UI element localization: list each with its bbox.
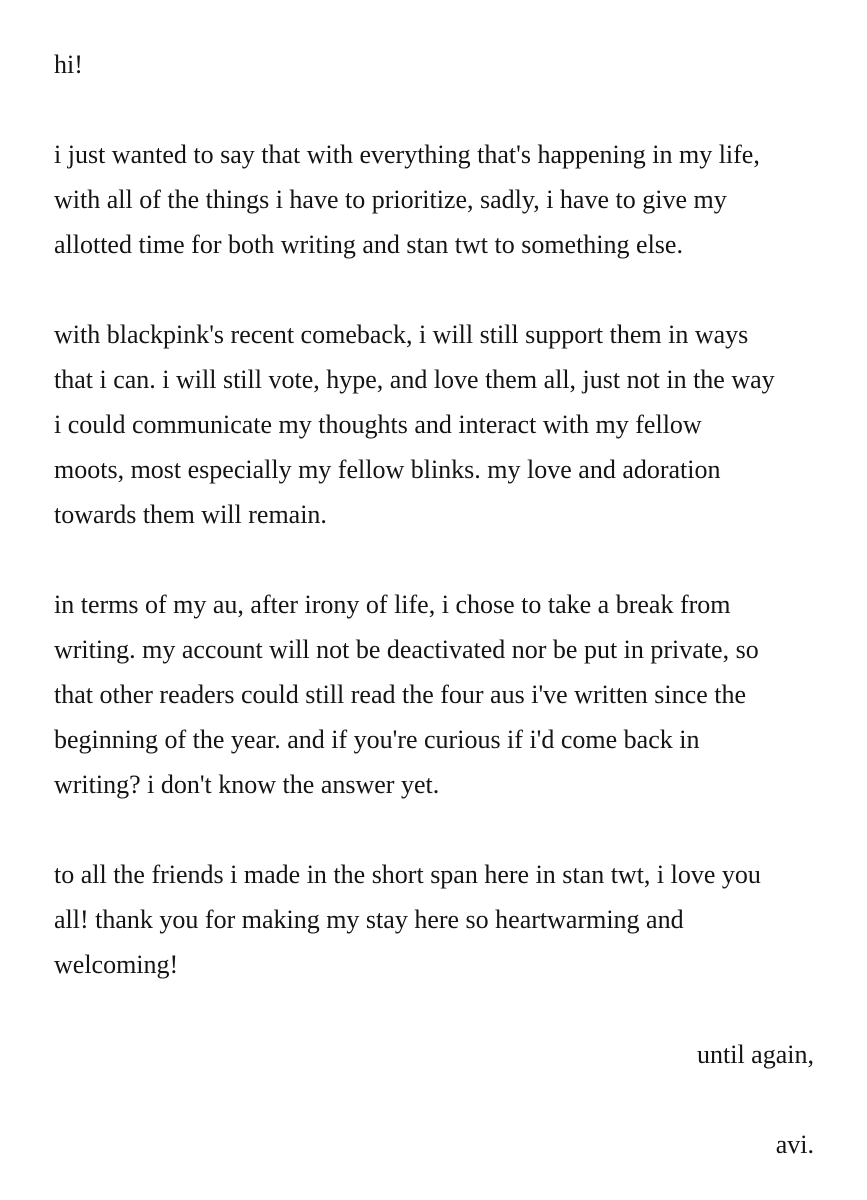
paragraph-line: towards them will remain. <box>54 500 327 529</box>
paragraph-line: with all of the things i have to prioritize, sadly, i have to give my <box>54 185 727 214</box>
letter <box>54 42 814 1167</box>
signature: avi. <box>775 1130 814 1159</box>
paragraph-line: all! thank you for making my stay here so heartwarming and <box>54 905 684 934</box>
paragraph-line: writing? i don't know the answer yet. <box>54 770 440 799</box>
paragraph-line: welcoming! <box>54 950 179 979</box>
paragraph-line: i could communicate my thoughts and interact with my fellow <box>54 410 702 439</box>
paragraph-priorities <box>54 132 814 267</box>
paragraph-line: moots, most especially my fellow blinks. my love and adoration <box>54 455 721 484</box>
paragraph-line: allotted time for both writing and stan twt to something else. <box>54 230 683 259</box>
closing: until again, <box>697 1040 814 1069</box>
paragraph-line: in terms of my au, after irony of life, i chose to take a break from <box>54 590 731 619</box>
paragraph-line: writing. my account will not be deactivated nor be put in private, so <box>54 635 759 664</box>
paragraph-line: to all the friends i made in the short span here in stan twt, i love you <box>54 860 761 889</box>
paragraph-line: with blackpink's recent comeback, i will still support them in ways <box>54 320 749 349</box>
paragraph-friends <box>54 852 814 987</box>
greeting: hi! <box>54 50 83 79</box>
paragraph-line: beginning of the year. and if you're curious if i'd come back in <box>54 725 700 754</box>
paragraph-line: that other readers could still read the four aus i've written since the <box>54 680 746 709</box>
paragraph-line: i just wanted to say that with everything that's happening in my life, <box>54 140 760 169</box>
paragraph-writing-break <box>54 582 814 807</box>
paragraph-line: that i can. i will still vote, hype, and love them all, just not in the way <box>54 365 775 394</box>
paragraph-blackpink <box>54 312 814 537</box>
